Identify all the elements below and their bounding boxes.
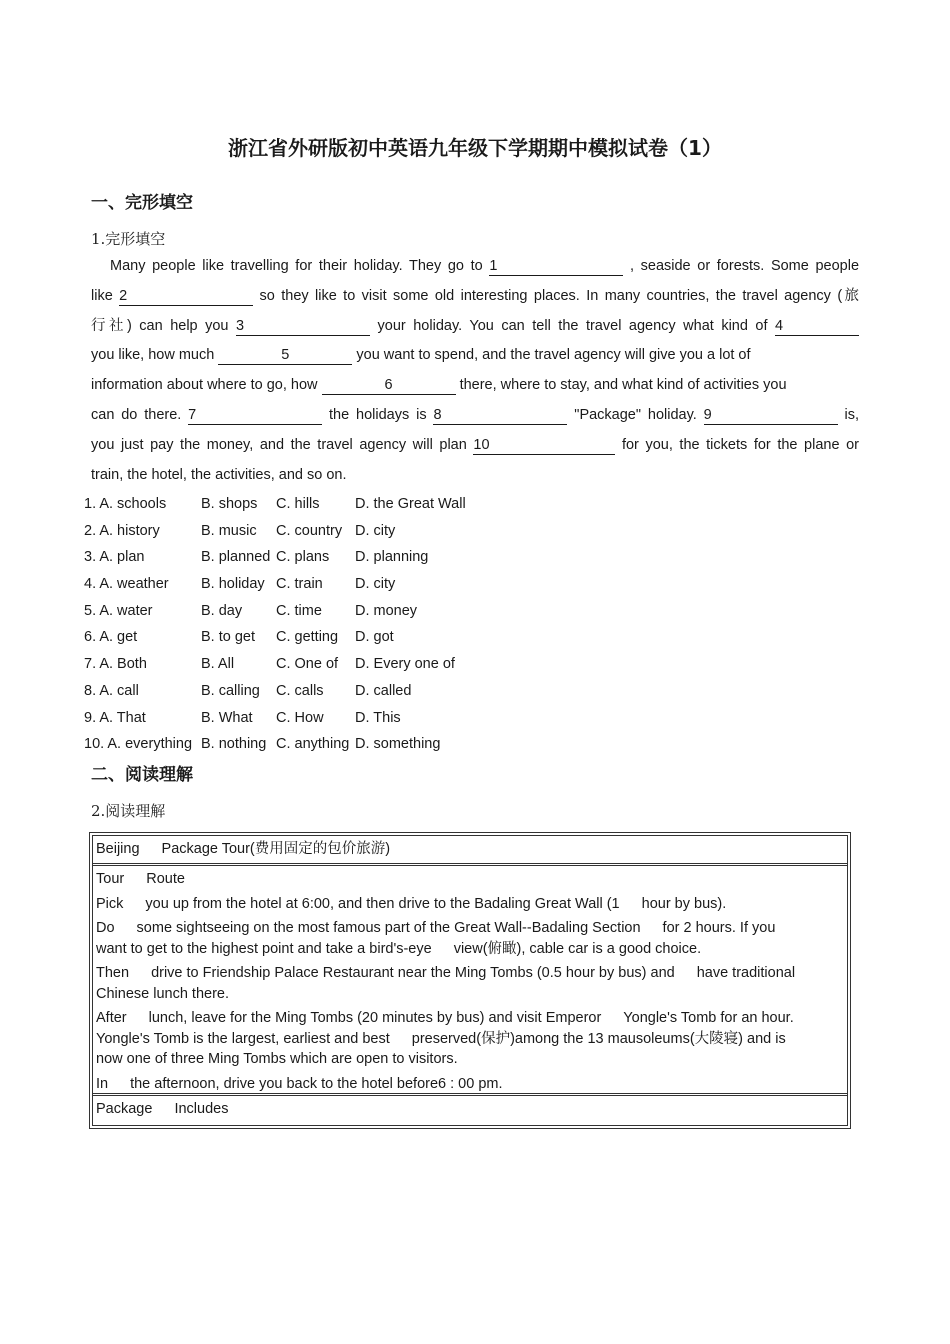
route-step: After lunch, leave for the Ming Tombs (20 minutes by bus) and visit Emperor Yongle's Tomb for an hour. Yongle's Tomb is the largest, earliest and best preserved(保护)among the 13 mausoleums(大陵寝) and is now one of three Ming Tombs which are open to visitors. — [96, 1010, 794, 1067]
answer-option[interactable]: C. One of — [276, 656, 339, 673]
answer-option[interactable]: C. getting — [276, 629, 339, 646]
section-heading-cloze: 一、完形填空 — [91, 193, 193, 213]
answer-option[interactable]: 9. A. That — [84, 709, 146, 726]
passage-line: train, the hotel, the activities, and so on. — [91, 466, 347, 483]
answer-option[interactable]: 3. A. plan — [84, 549, 145, 566]
answer-option[interactable]: D. This — [355, 709, 401, 726]
answer-option[interactable]: D. Every one of — [355, 656, 455, 673]
question-title-cloze: 1.完形填空 — [91, 230, 166, 248]
answer-option[interactable]: C. hills — [276, 496, 320, 512]
answer-option[interactable]: C. anything — [276, 736, 350, 753]
answer-option[interactable]: B. planned — [201, 549, 271, 566]
route-step: Do some sightseeing on the most famous part of the Great Wall--Badaling Section for 2 hours. If you want to get to the highest point and take a bird's-eye view(俯瞰), cable car is a good choice. — [96, 920, 776, 957]
answer-option[interactable]: B. nothing — [201, 736, 267, 753]
cloze-passage — [91, 252, 859, 490]
option-row — [84, 598, 466, 625]
answer-option[interactable]: 6. A. get — [84, 629, 138, 646]
answer-option[interactable]: B. holiday — [201, 576, 265, 593]
answer-option[interactable]: B. shops — [201, 496, 258, 512]
passage-line: you like, how much 5 you want to spend, and the travel agency will give you a lot of — [91, 347, 751, 364]
table-package-row: Package Includes — [96, 1101, 229, 1117]
passage-line: you just pay the money, and the travel agency will plan 10 for you, the tickets for the plane or — [91, 436, 859, 453]
answer-option[interactable]: 2. A. history — [84, 522, 160, 539]
answer-option[interactable]: 7. A. Both — [84, 656, 147, 673]
option-row — [84, 731, 466, 758]
answer-option[interactable]: D. money — [355, 602, 418, 619]
passage-line: can do there. 7 the holidays is 8 "Package" holiday. 9 is, — [91, 406, 859, 423]
option-row — [84, 678, 466, 705]
blank-1[interactable]: 1 — [489, 257, 623, 276]
answer-option[interactable]: D. got — [355, 629, 394, 646]
answer-option[interactable]: C. plans — [276, 549, 330, 566]
blank-4[interactable]: 4 — [775, 317, 859, 336]
option-row — [84, 571, 466, 598]
blank-10[interactable]: 10 — [473, 436, 615, 455]
answer-option[interactable]: B. What — [201, 709, 253, 726]
blank-5[interactable]: 5 — [218, 346, 352, 365]
blank-8[interactable]: 8 — [433, 406, 567, 425]
answer-option[interactable]: D. something — [355, 736, 441, 753]
option-row — [84, 518, 466, 545]
passage-line: 行社) can help you 3 your holiday. You can tell the travel agency what kind of 4 — [91, 312, 859, 342]
tour-table — [89, 832, 851, 1129]
answer-option[interactable]: D. the Great Wall — [355, 496, 466, 512]
option-row — [84, 705, 466, 732]
answer-option[interactable]: C. country — [276, 522, 343, 539]
route-step: Then drive to Friendship Palace Restaurant near the Ming Tombs (0.5 hour by bus) and have traditional Chinese lunch there. — [96, 965, 796, 1002]
section-heading-reading: 二、阅读理解 — [91, 765, 193, 785]
route-step: In the afternoon, drive you back to the hotel before6 : 00 pm. — [96, 1075, 503, 1092]
question-title-reading: 2.阅读理解 — [91, 802, 166, 820]
answer-option[interactable]: D. called — [355, 682, 412, 699]
answer-option[interactable]: 5. A. water — [84, 602, 153, 619]
answer-option[interactable]: 10. A. everything — [84, 736, 193, 753]
option-row — [84, 651, 466, 678]
answer-option[interactable]: C. train — [276, 576, 323, 593]
answer-options — [84, 491, 466, 758]
option-row — [84, 624, 466, 651]
route-step: Pick you up from the hotel at 6:00, and then drive to the Badaling Great Wall (1 hour by bus). — [96, 895, 727, 912]
answer-option[interactable]: B. calling — [201, 682, 260, 699]
blank-9[interactable]: 9 — [704, 406, 838, 425]
answer-option[interactable]: B. to get — [201, 629, 256, 646]
answer-option[interactable]: C. calls — [276, 682, 324, 699]
blank-3[interactable]: 3 — [236, 317, 370, 336]
passage-line: information about where to go, how 6 there, where to stay, and what kind of activities you — [91, 377, 787, 394]
answer-option[interactable]: C. How — [276, 709, 324, 726]
answer-option[interactable]: 4. A. weather — [84, 576, 169, 593]
answer-option[interactable]: B. All — [201, 656, 235, 673]
option-row — [84, 491, 466, 518]
answer-option[interactable]: 1. A. schools — [84, 496, 167, 512]
blank-7[interactable]: 7 — [188, 406, 322, 425]
answer-option[interactable]: 8. A. call — [84, 682, 139, 699]
answer-option[interactable]: D. planning — [355, 549, 429, 566]
answer-option[interactable]: D. city — [355, 576, 396, 593]
passage-line: like 2 so they like to visit some old interesting places. In many countries, the travel agency (旅 — [91, 287, 860, 304]
blank-2[interactable]: 2 — [119, 287, 253, 306]
answer-option[interactable]: B. music — [201, 522, 257, 539]
table-route-row: Tour Route Pick you up from the hotel at 6:00, and then drive to the Badaling Great Wall (1 hour by bus). Do some sightseeing on the most famous part of the Great Wall--Badaling Section for 2 hours. If you want to get to the highest point and take a bird's-eye view(俯瞰), cable car is a good choice. Then drive to Friendship Palace Restaurant near the Ming Tombs (0.5 hour by bus) and have traditional Chinese lunch there. After lunch, leave for the Ming Tombs (20 minutes by bus) and visit Emperor Yongle's Tomb for an hour. Yongle's Tomb is the largest, earliest and best preserved(保护)among the 13 mausoleums(大陵寝) and is now one of three Ming Tombs which are open to visitors. In the afternoon, drive you back to the hotel before6 : 00 pm. — [93, 866, 847, 1096]
passage-line: Many people like travelling for their holiday. They go to 1 , seaside or forests. Some people — [110, 258, 860, 274]
page-title: 浙江省外研版初中英语九年级下学期期中模拟试卷（1） — [228, 136, 722, 160]
table-header-row: Beijing Package Tour(费用固定的包价旅游) — [93, 836, 847, 866]
blank-6[interactable]: 6 — [322, 376, 456, 395]
answer-option[interactable]: C. time — [276, 602, 322, 619]
answer-option[interactable]: D. city — [355, 522, 396, 539]
option-row — [84, 544, 466, 571]
answer-option[interactable]: B. day — [201, 602, 243, 619]
